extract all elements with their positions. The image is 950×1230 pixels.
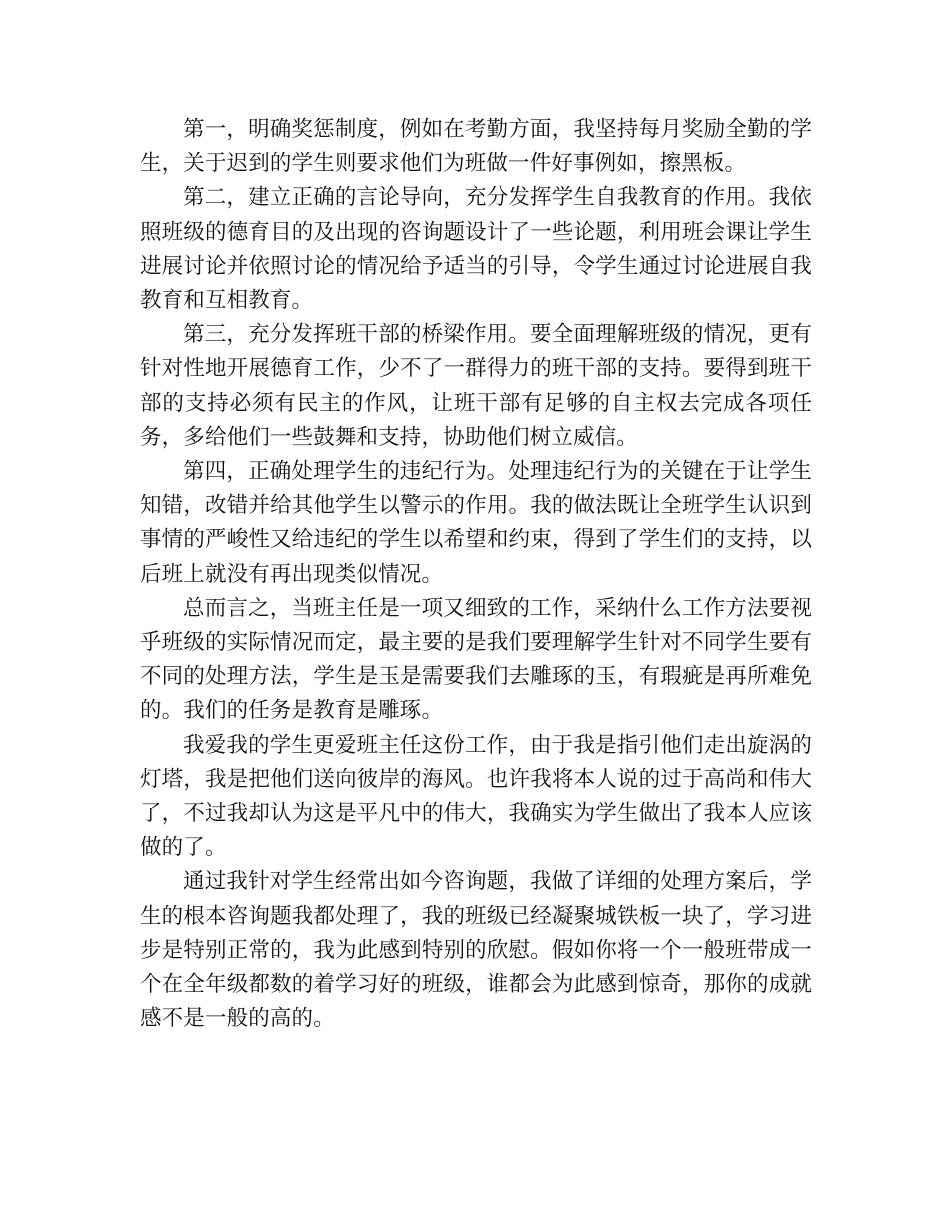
paragraph-5: 总而言之，当班主任是一项又细致的工作，采纳什么工作方法要视乎班级的实际情况而定，最主要的是我们要理解学生针对不同学生要有不同的处理方法，学生是玉是需要我们去雕琢的玉，有瑕疵是再所难免的。我们的任务是教育是雕琢。: [140, 595, 812, 724]
document-page: [140, 113, 812, 1036]
paragraph-3: 第三，充分发挥班干部的桥梁作用。要全面理解班级的情况，更有针对性地开展德育工作，少不了一群得力的班干部的支持。要得到班干部的支持必须有民主的作风，让班干部有足够的自主权去完成各项任务，多给他们一些鼓舞和支持，协助他们树立威信。: [140, 322, 812, 450]
paragraph-1: 第一，明确奖惩制度，例如在考勤方面，我坚持每月奖励全勤的学生，关于迟到的学生则要求他们为班做一件好事例如，擦黑板。: [140, 117, 812, 177]
paragraph-6: 我爱我的学生更爱班主任这份工作，由于我是指引他们走出旋涡的灯塔，我是把他们送向彼岸的海风。也许我将本人说的过于高尚和伟大了，不过我却认为这是平凡中的伟大，我确实为学生做出了我本人应该做的了。: [140, 732, 812, 861]
paragraph-4: 第四，正确处理学生的违纪行为。处理违纪行为的关键在于让学生知错，改错并给其他学生以警示的作用。我的做法既让全班学生认识到事情的严峻性又给违纪的学生以希望和约束，得到了学生们的支持，以后班上就没有再出现类似情况。: [140, 459, 812, 587]
paragraph-7: 通过我针对学生经常出如今咨询题，我做了详细的处理方案后，学生的根本咨询题我都处理了，我的班级已经凝聚城铁板一块了，学习进步是特别正常的，我为此感到特别的欣慰。假如你将一个一般班带成一个在全年级都数的着学习好的班级，谁都会为此感到惊奇，那你的成就感不是一般的高的。: [140, 869, 812, 1032]
paragraph-2: 第二，建立正确的言论导向，充分发挥学生自我教育的作用。我依照班级的德育目的及出现的咨询题设计了一些论题，利用班会课让学生进展讨论并依照讨论的情况给予适当的引导，令学生通过讨论进展自我教育和互相教育。: [140, 185, 812, 314]
